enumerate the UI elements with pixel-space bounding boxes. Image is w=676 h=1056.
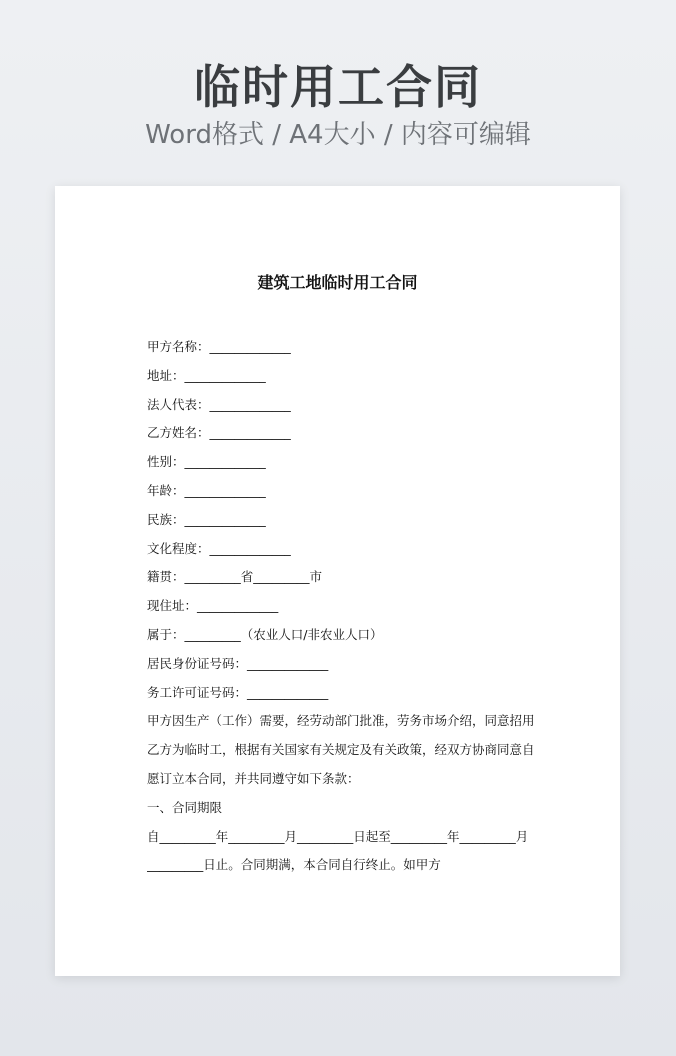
field-age: 年龄：_____________ bbox=[147, 482, 266, 498]
intro-paragraph: 甲方因生产（工作）需要，经劳动部门批准，劳务市场介绍，同意招用乙方为临时工，根据有关国家有关规定及有关政策，经双方协商同意自愿订立本合同，并共同遵守如下条款： bbox=[147, 713, 535, 786]
field-legal-representative: 法人代表：_____________ bbox=[147, 396, 291, 412]
field-gender: 性别：_____________ bbox=[147, 454, 266, 470]
field-education: 文化程度：_____________ bbox=[147, 540, 291, 556]
field-work-permit-number: 务工许可证号码：_____________ bbox=[147, 684, 329, 700]
document-body bbox=[147, 333, 537, 909]
field-ethnicity: 民族：_____________ bbox=[147, 511, 266, 527]
field-party-b-name: 乙方姓名：_____________ bbox=[147, 425, 291, 441]
field-address: 地址：_____________ bbox=[147, 367, 266, 383]
field-native-place: 籍贯：_________省_________市 bbox=[147, 569, 323, 585]
field-household-type: 属于：_________（农业人口/非农业人口） bbox=[147, 626, 383, 642]
section-text-contract-term: 自_________年_________月_________日起至_________年_________月_________日止。合同期满，本合同自行终止。如甲方 bbox=[147, 828, 529, 873]
field-party-a-name: 甲方名称：_____________ bbox=[147, 339, 291, 354]
section-heading-contract-term: 一、合同期限 bbox=[147, 799, 223, 815]
page-subtitle: Word格式 / A4大小 / 内容可编辑 bbox=[145, 120, 531, 150]
field-current-address: 现住址：_____________ bbox=[147, 598, 279, 614]
field-id-number: 居民身份证号码：_____________ bbox=[147, 655, 329, 671]
document-title: 建筑工地临时用工合同 bbox=[257, 273, 418, 292]
document-page bbox=[55, 186, 620, 976]
page-title: 临时用工合同 bbox=[194, 60, 482, 114]
